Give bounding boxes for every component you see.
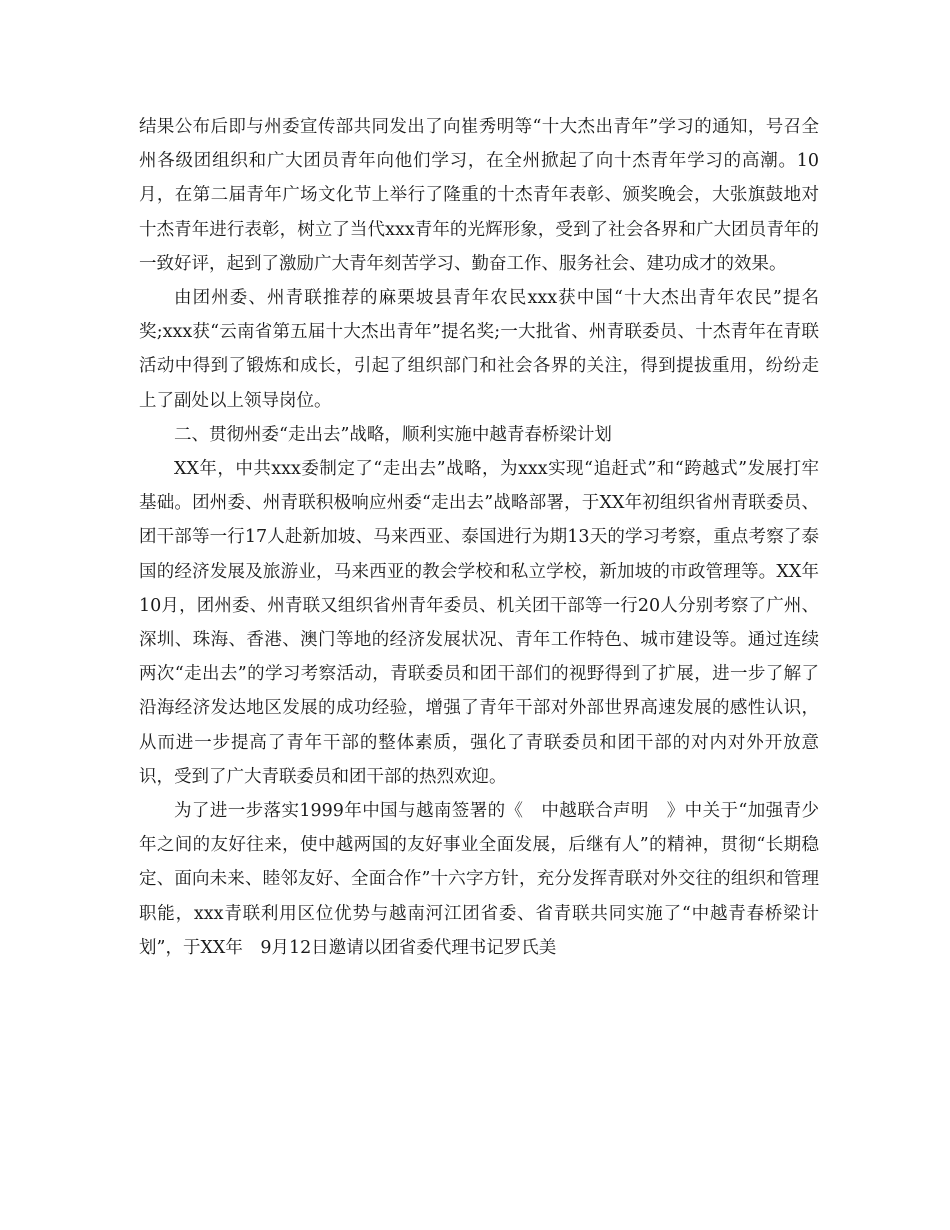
paragraph-results-announcement: 结果公布后即与州委宣传部共同发出了向崔秀明等“十大杰出青年”学习的通知，号召全州各级团组织和广大团员青年向他们学习，在全州掀起了向十杰青年学习的高潮。10月，在第二届青年广场文化节上举行了隆重的十杰青年表彰、颁奖晚会，大张旗鼓地对十杰青年进行表彰，树立了当代xxx青年的光辉形象，受到了社会各界和广大团员青年的一致好评，起到了激励广大青年刻苦学习、勤奋工作、服务社会、建功成才的效果。 [139, 117, 819, 274]
paragraph-nomination-awards: 由团州委、州青联推荐的麻栗坡县青年农民xxx获中国“十大杰出青年农民”提名奖;xxx获“云南省第五届十大杰出青年”提名奖;一大批省、州青联委员、十杰青年在青联活动中得到了锻炼和成长，引起了组织部门和社会各界的关注，得到提拔重用，纷纷走上了副处以上领导岗位。 [139, 288, 819, 411]
section-heading-go-out-strategy: 二、贯彻州委“走出去”战略，顺利实施中越青春桥梁计划 [174, 424, 612, 445]
paragraph-study-tours: XX年，中共xxx委制定了“走出去”战略，为xxx实现“追赶式”和“跨越式”发展打牢基础。团州委、州青联积极响应州委“走出去”战略部署，于XX年初组织省州青联委员、团干部等一行17人赴新加坡、马来西亚、泰国进行为期13天的学习考察，重点考察了泰国的经济发展及旅游业，马来西亚的教会学校和私立学校，新加坡的市政管理等。XX年10月，团州委、州青联又组织省州青年委员、机关团干部等一行20人分别考察了广州、深圳、珠海、香港、澳门等地的经济发展状况、青年工作特色、城市建设等。通过连续两次“走出去”的学习考察活动，青联委员和团干部们的视野得到了扩展，进一步了解了沿海经济发达地区发展的成功经验，增强了青年干部对外部世界高速发展的感性认识，从而进一步提高了青年干部的整体素质，强化了青联委员和团干部的对内对外开放意识，受到了广大青联委员和团干部的热烈欢迎。 [139, 459, 819, 787]
paragraph-sino-vietnam-bridge: 为了进一步落实1999年中国与越南签署的《 中越联合声明 》中关于“加强青少年之间的友好往来，使中越两国的友好事业全面发展，后继有人”的精神，贯彻“长期稳定、面向未来、睦邻友好、全面合作”十六字方针，充分发挥青联对外交往的组织和管理职能，xxx青联利用区位优势与越南河江团省委、省青联共同实施了“中越青春桥梁计划”，于XX年 9月12日邀请以团省委代理书记罗氏美 [139, 801, 819, 958]
document-body [139, 110, 819, 965]
